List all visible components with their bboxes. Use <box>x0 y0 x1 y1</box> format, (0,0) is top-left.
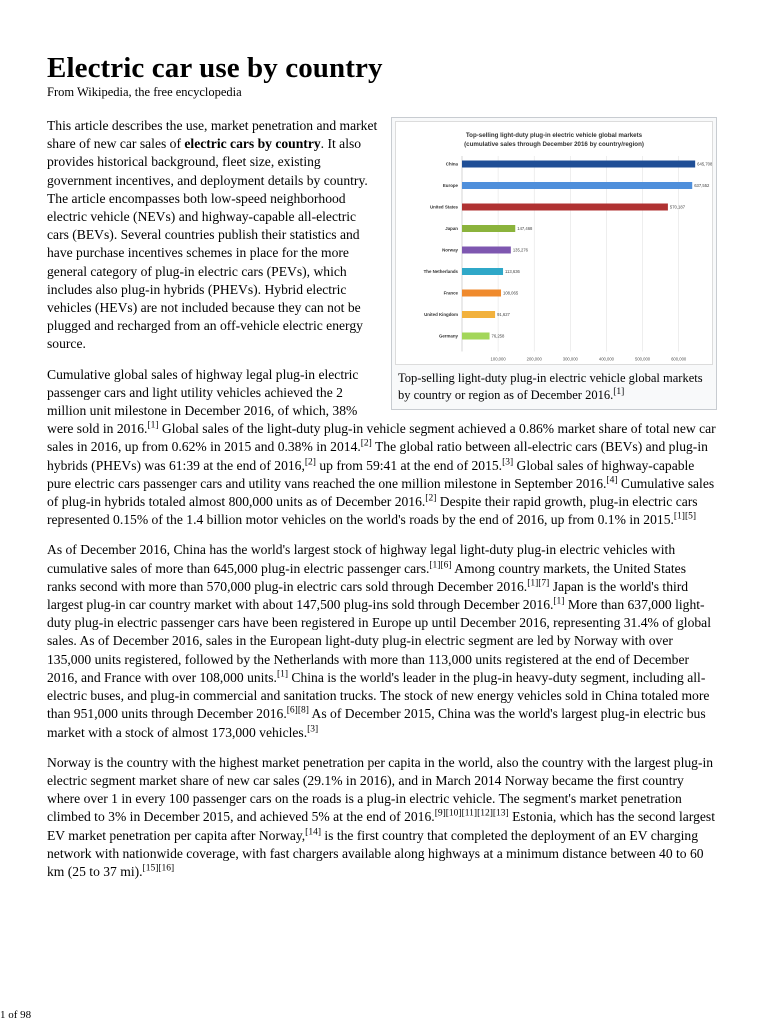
global-sales-paragraph: Cumulative global sales of highway legal plug-in electric passenger cars and light utility vehicles achieved the 2 million unit milestone in December 2016, of which, 38% were sold in 2016.[1] Global sales of the light-duty plug-in vehicle segment achieved a 0.86% market share of total new car sales in 2016, up from 0.62% in 2015 and 0.38% in 2014.[2] The global ratio between all-electric cars (BEVs) and plug-in hybrids (PHEVs) was 61:39 at the end of 2016,[2] up from 59:41 at the end of 2015.[3] Global sales of highway-capable pure electric cars passenger cars and utility vans reached the one million milestone in September 2016.[4] Cumulative sales of plug-in hybrids totaled almost 800,000 units as of December 2016.[2] Despite their rapid growth, plug-in electric cars represented 0.15% of the 1.4 billion motor vehicles on the world's roads by the end of 2016, up from 0.1% in 2015.[1][5] <box>47 366 716 528</box>
chart-bar <box>462 290 501 297</box>
citation-link[interactable]: [2] <box>425 493 437 504</box>
chart-tick-label: 300,000 <box>562 356 578 362</box>
citation-link[interactable]: [2] <box>360 438 372 449</box>
citation-link[interactable]: [15][16] <box>142 863 175 874</box>
article <box>47 52 717 893</box>
chart-value-label: 76,258 <box>491 333 505 339</box>
intro-paragraph: This article describes the use, market penetration and market share of new car sales of electric cars by country. It also provides historical background, fleet size, existing government incentives, and deployment details by country. The article encompasses both low-speed neighborhood electric vehicle (NEVs) and highway-capable all-electric cars (BEVs). Several countries publish their statistics and have purchase incentives schemes in place for the more general category of plug-in electric cars (PEVs), which includes also plug-in hybrids (PHEVs). Hybrid electric vehicles (HEVs) are not included because they can not be plugged and recharged from an off-vehicle electric energy source. <box>47 118 378 352</box>
citation-link[interactable]: [14] <box>305 826 321 837</box>
chart-frame <box>395 121 713 365</box>
chart-category-label: The Netherlands <box>423 269 458 275</box>
chart-bar <box>462 333 490 340</box>
page-subtitle: From Wikipedia, the free encyclopedia <box>47 85 242 99</box>
chart-category-label: China <box>445 161 458 167</box>
chart-subtitle: (cumulative sales through December 2016 by country/region) <box>464 141 644 148</box>
citation-link[interactable]: [1][5] <box>673 511 697 522</box>
citation-link[interactable]: [1] <box>613 386 625 397</box>
bar-chart <box>396 122 712 364</box>
country-markets-paragraph: As of December 2016, China has the world's largest stock of highway legal light-duty plug-in electric vehicles with cumulative sales of more than 645,000 plug-in electric passenger cars.[1][6] Among country markets, the United States ranks second with more than 570,000 plug-in electric cars sold through December 2016.[1][7] Japan is the world's third largest plug-in car country market with about 147,500 plug-ins sold through December 2016.[1] More than 637,000 light-duty plug-in electric passenger cars have been registered in Europe up until December 2016, representing 31.4% of global sales. As of December 2016, sales in the European light-duty plug-in electric segment are led by Norway with over 135,000 units registered, followed by the Netherlands with more than 113,000 units registered at the end of December 2016, and France with over 108,000 units.[1] China is the world's leader in the plug-in heavy-duty segment, including all-electric buses, and plug-in commercial and sanitation trucks. The stock of new energy vehicles sold in China totaled more than 951,000 units through December 2016.[6][8] As of December 2015, China was the world's largest plug-in electric bus market with a stock of almost 173,000 vehicles.[3] <box>47 542 711 740</box>
citation-link[interactable]: [4] <box>606 475 618 486</box>
chart-value-label: 135,276 <box>512 247 528 253</box>
chart-bar <box>462 268 503 275</box>
chart-value-label: 91,627 <box>497 312 510 318</box>
chart-value-label: 113,636 <box>505 269 520 275</box>
chart-tick-label: 400,000 <box>598 356 615 362</box>
chart-category-label: Germany <box>438 333 458 339</box>
citation-link[interactable]: [2] <box>304 457 316 468</box>
chart-bar <box>462 204 668 211</box>
page-counter: 1 of 98 <box>0 1009 32 1021</box>
citation-link[interactable]: [6][8] <box>286 705 309 716</box>
chart-value-label: 637,552 <box>694 183 710 189</box>
citation-link[interactable]: [1] <box>147 420 159 431</box>
chart-bar <box>462 311 495 318</box>
chart-tick-label: 200,000 <box>526 356 542 362</box>
chart-value-label: 570,187 <box>669 204 686 210</box>
chart-bar <box>462 225 515 232</box>
chart-category-label: Norway <box>442 247 458 253</box>
citation-link[interactable]: [3] <box>307 723 319 734</box>
chart-bar <box>462 247 511 254</box>
chart-tick-label: 600,000 <box>671 356 687 362</box>
bold-term: electric cars by country <box>184 136 321 152</box>
chart-bar <box>462 182 692 189</box>
chart-title: Top-selling light-duty plug-in electric vehicle global markets <box>465 132 643 139</box>
chart-value-label: 645,708 <box>697 161 712 167</box>
chart-bar <box>462 161 695 168</box>
chart-value-label: 108,065 <box>503 290 519 296</box>
chart-category-label: Europe <box>442 183 458 189</box>
chart-category-label: Japan <box>445 226 458 232</box>
chart-tick-label: 500,000 <box>634 356 651 362</box>
citation-link[interactable]: [1][6] <box>429 560 452 571</box>
citation-link[interactable]: [1] <box>553 596 565 607</box>
chart-category-label: United Kingdom <box>424 312 458 318</box>
chart-category-label: France <box>443 290 458 296</box>
citation-link[interactable]: [3] <box>502 457 514 468</box>
citation-link[interactable]: [9][10][11][12][13] <box>434 808 509 819</box>
figure-caption: Top-selling light-duty plug-in electric vehicle global markets by country or region as of December 2016.[1] <box>398 371 703 402</box>
citation-link[interactable]: [1][7] <box>527 578 550 589</box>
norway-paragraph: Norway is the country with the highest market penetration per capita in the world, also the country with the largest plug-in electric segment market share of new car sales (29.1% in 2016), and in March 2014 Norway became the first country where over 1 in every 100 passenger cars on the roads is a plug-in electric vehicle. The segment's market penetration climbed to 3% in December 2015, and achieved 5% at the end of 2016.[9][10][11][12][13] Estonia, which has the second largest EV market penetration per capita after Norway,[14] is the first country that completed the deployment of an EV charging network with nationwide coverage, with fast chargers available along highways at a minimum distance between 40 to 60 km (25 to 37 mi).[15][16] <box>47 754 715 879</box>
chart-category-label: United States <box>429 204 458 210</box>
chart-tick-label: 100,000 <box>490 356 506 362</box>
chart-value-label: 147,468 <box>517 226 533 232</box>
citation-link[interactable]: [1] <box>276 669 289 680</box>
page-title: Electric car use by country <box>47 52 383 84</box>
figure-thumbnail[interactable] <box>391 117 717 410</box>
